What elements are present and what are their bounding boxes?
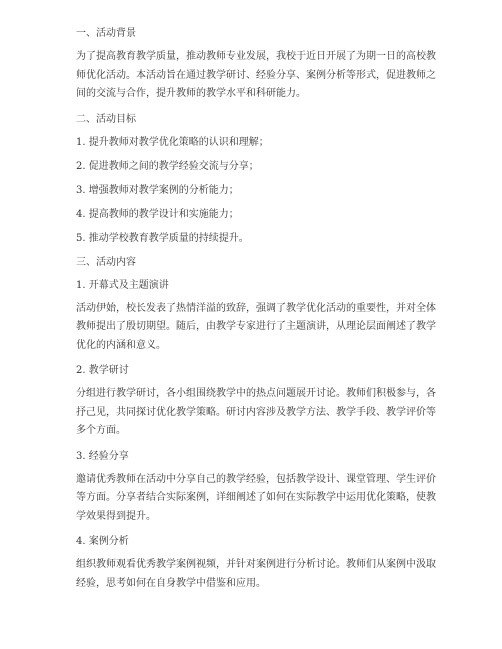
section-heading-goals: 二、活动目标 (76, 113, 136, 125)
content-part-title-3: 3. 经验分享 (76, 450, 129, 462)
document-page (76, 25, 436, 600)
goal-item-3: 3. 增强教师对教学案例的分析能力； (76, 184, 239, 196)
goal-item-1: 1. 提升教师对教学优化策略的认识和理解； (76, 136, 269, 148)
content-part-title-1: 1. 开幕式及主题演讲 (76, 279, 169, 291)
section-heading-background: 一、活动背景 (76, 28, 136, 39)
goal-item-5: 5. 推动学校教育教学质量的持续提升。 (76, 232, 249, 244)
content-part-title-2: 2. 教学研讨 (76, 365, 129, 376)
content-part-title-4: 4. 案例分析 (76, 536, 129, 547)
goal-item-4: 4. 提高教师的教学设计和实施能力； (76, 208, 239, 220)
content-part-text-3: 邀请优秀教师在活动中分享自己的教学经验，包括教学设计、课堂管理、学生评价等方面。分享者结合实际案例，详细阐述了如何在实际教学中运用优化策略，使教学效果得到提升。 (76, 473, 436, 522)
content-part-text-4: 组织教师观看优秀教学案例视频，并针对案例进行分析讨论。教师们从案例中汲取经验，思考如何在自身教学中借鉴和应用。 (76, 559, 436, 589)
content-part-text-2: 分组进行教学研讨，各小组围绕教学中的热点问题展开讨论。教师们积极参与，各抒己见，共同探讨优化教学策略。研讨内容涉及教学方法、教学手段、教学评价等多个方面。 (76, 388, 436, 436)
goal-item-2: 2. 促进教师之间的教学经验交流与分享； (76, 160, 259, 172)
background-paragraph: 为了提高教育教学质量，推动教师专业发展，我校于近日开展了为期一日的高校教师优化活动。本活动旨在通过教学研讨、经验分享、案例分析等形式，促进教师之间的交流与合作，提升教师的教学水平和科研能力。 (76, 51, 436, 99)
section-heading-content: 三、活动内容 (76, 256, 136, 268)
content-part-text-1: 活动伊始，校长发表了热情洋溢的致辞，强调了教学优化活动的重要性，并对全体教师提出了殷切期望。随后，由教学专家进行了主题演讲，从理论层面阐述了教学优化的内涵和意义。 (76, 302, 436, 351)
